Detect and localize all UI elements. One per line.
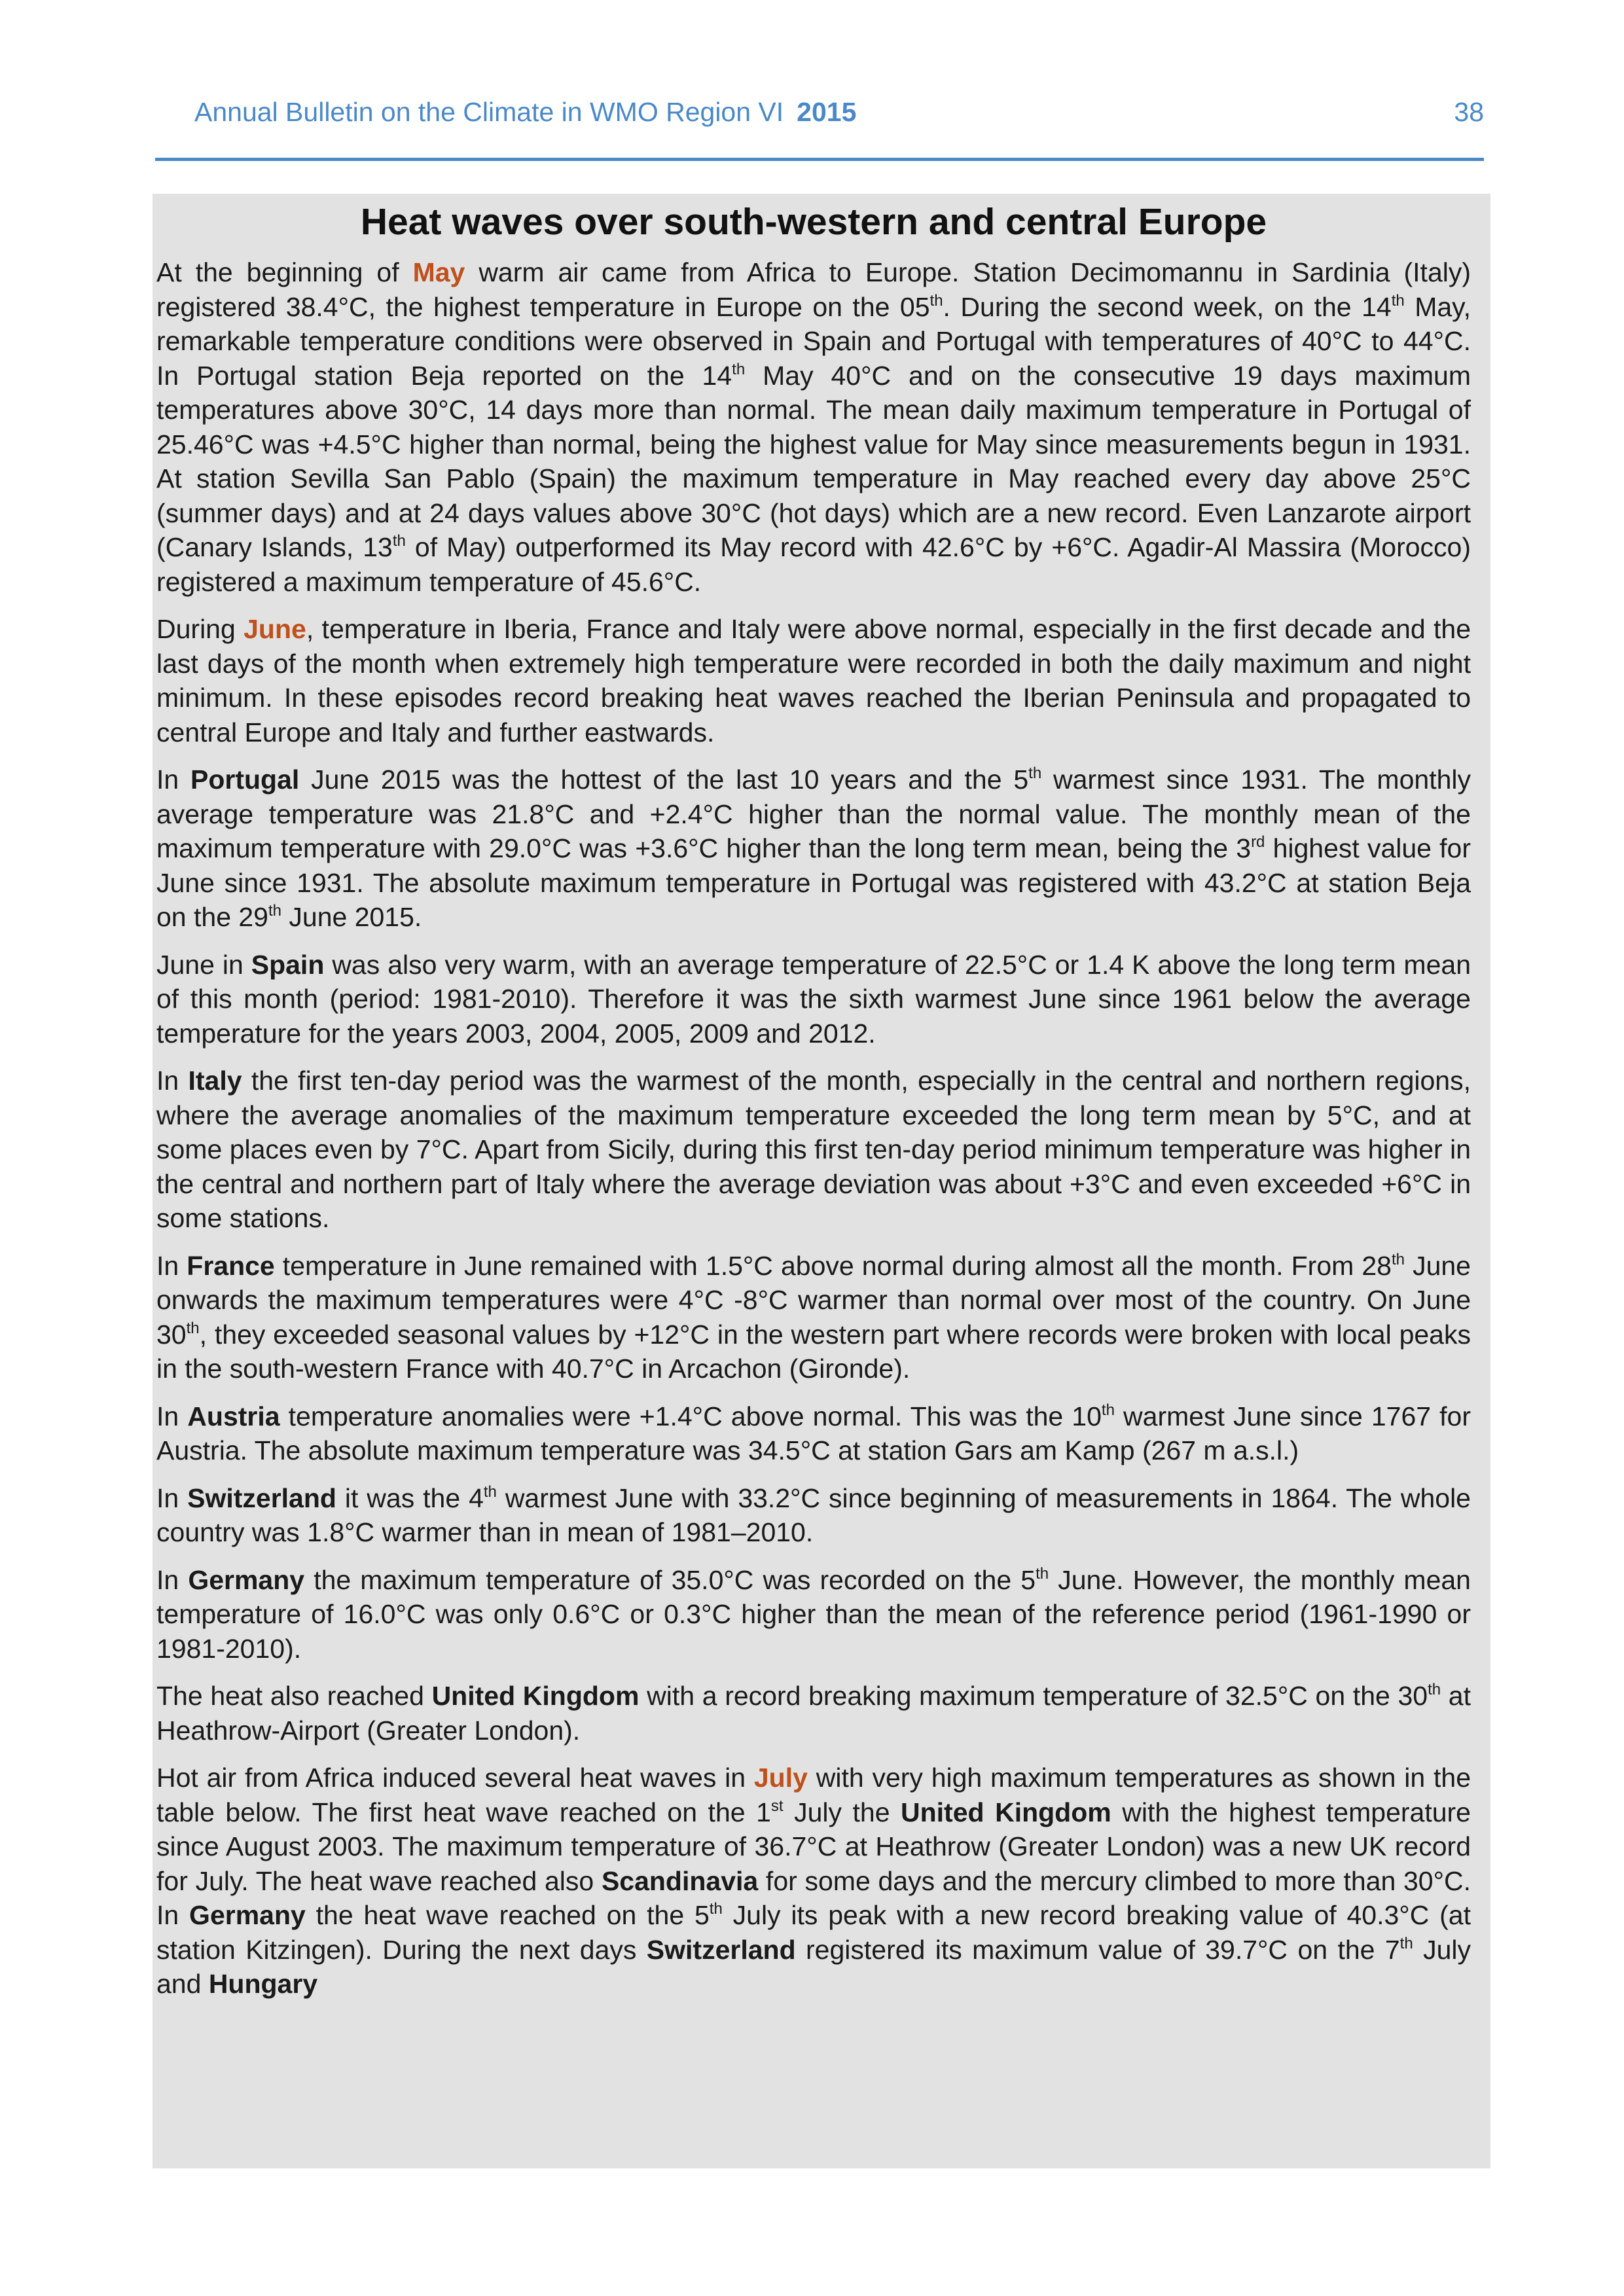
page-number: 38 <box>1454 97 1484 127</box>
region-scandinavia: Scandinavia <box>601 1865 759 1896</box>
bulletin-title: Annual Bulletin on the Climate in WMO Region VI <box>194 97 784 127</box>
month-may: May <box>412 257 465 287</box>
country-uk: United Kingdom <box>431 1681 640 1711</box>
paragraph-germany: In Germany the maximum temperature of 35.0°C was recorded on the 5th June. However, the monthly mean temperature of 16.0°C was only 0.6°C or 0.3°C higher than the mean of the reference period (1961-1990 or 1981-2010). <box>156 1564 1471 1664</box>
country-austria: Austria <box>187 1401 280 1431</box>
country-france: France <box>187 1250 275 1281</box>
paragraph-austria: In Austria temperature anomalies were +1.4°C above normal. This was the 10th warmest June since 1767 for Austria. The absolute maximum temperature was 34.5°C at station Gars am Kamp (267 m a.s.l.) <box>156 1401 1471 1465</box>
country-italy: Italy <box>188 1066 242 1096</box>
month-july: July <box>753 1763 808 1793</box>
paragraph-spain: June in Spain was also very warm, with an average temperature of 22.5°C or 1.4 K above the long term mean of this month (period: 1981-2010). Therefore it was the sixth warmest June since 1961 below the average temperature for the years 2003, 2004, 2005, 2009 and 2012. <box>156 949 1471 1049</box>
country-germany-july: Germany <box>189 1900 306 1930</box>
paragraph-may: At the beginning of May warm air came from Africa to Europe. Station Decimomannu in Sardinia (Italy) registered 38.4°C, the highest temperature in Europe on the 05th. During the second week, on the 14th May, remarkable temperature conditions were observed in Spain and Portugal with temperatures of 40°C to 44°C. In Portugal station Beja reported on the 14th May 40°C and on the consecutive 19 days maximum temperatures above 30°C, 14 days more than normal. The mean daily maximum temperature in Portugal of 25.46°C was +4.5°C higher than normal, being the highest value for May since measurements begun in 1931. At station Sevilla San Pablo (Spain) the maximum temperature in May reached every day above 25°C (summer days) and at 24 days values above 30°C (hot days) which are a new record. Even Lanzarote airport (Canary Islands, 13th of May) outperformed its May record with 42.6°C by +6°C. Agadir-Al Massira (Morocco) registered a maximum temperature of 45.6°C. <box>156 257 1471 597</box>
paragraph-portugal: In Portugal June 2015 was the hottest of the last 10 years and the 5th warmest since 1931. The monthly average temperature was 21.8°C and +2.4°C higher than the normal value. The monthly mean of the maximum temperature with 29.0°C was +3.6°C higher than the long term mean, being the 3rd highest value for June since 1931. The absolute maximum temperature in Portugal was registered with 43.2°C at station Beja on the 29th June 2015. <box>156 764 1471 932</box>
content-box <box>153 194 1490 2168</box>
paragraph-france: In France temperature in June remained with 1.5°C above normal during almost all the month. From 28th June onwards the maximum temperatures were 4°C -8°C warmer than normal over most of the country. On June 30th, they exceeded seasonal values by +12°C in the western part where records were broken with local peaks in the south-western France with 40.7°C in Arcachon (Gironde). <box>156 1250 1471 1384</box>
country-spain: Spain <box>251 949 325 980</box>
country-portugal: Portugal <box>190 764 300 795</box>
paragraph-june: During June, temperature in Iberia, France and Italy were above normal, especially in the first decade and the last days of the month when extremely high temperature were recorded in both the daily maximum and night minimum. In these episodes record breaking heat waves reached the Iberian Peninsula and propagated to central Europe and Italy and further eastwards. <box>156 614 1471 747</box>
header-rule <box>155 158 1484 161</box>
country-germany: Germany <box>188 1564 305 1595</box>
country-switzerland-july: Switzerland <box>646 1934 796 1965</box>
country-uk-july: United Kingdom <box>901 1797 1111 1827</box>
paragraph-july: Hot air from Africa induced several heat waves in July with very high maximum temperatures as shown in the table below. The first heat wave reached on the 1st July the United Kingdom with the highest temperature since August 2003. The maximum temperature of 36.7°C at Heathrow (Greater London) was a new UK record for July. The heat wave reached also Scandinavia for some days and the mercury climbed to more than 30°C. In Germany the heat wave reached on the 5th July its peak with a new record breaking value of 40.3°C (at station Kitzingen). During the next days Switzerland registered its maximum value of 39.7°C on the 7th July and Hungary <box>156 1763 1471 1999</box>
running-title <box>194 97 856 128</box>
section-heading: Heat waves over south-western and central Europe <box>360 201 1267 243</box>
country-hungary: Hungary <box>208 1969 318 1999</box>
country-switzerland: Switzerland <box>187 1482 336 1513</box>
paragraph-uk: The heat also reached United Kingdom with a record breaking maximum temperature of 32.5°C on the 30th at Heathrow-Airport (Greater London). <box>156 1681 1471 1746</box>
month-june: June <box>244 614 306 644</box>
bulletin-year: 2015 <box>797 97 857 127</box>
paragraph-switzerland: In Switzerland it was the 4th warmest June with 33.2°C since beginning of measurements in 1864. The whole country was 1.8°C warmer than in mean of 1981–2010. <box>156 1482 1471 1547</box>
page-header <box>155 92 1484 161</box>
paragraph-italy: In Italy the first ten-day period was the warmest of the month, especially in the central and northern regions, where the average anomalies of the maximum temperature exceeded the long term mean by 5°C, and at some places even by 7°C. Apart from Sicily, during this first ten-day period minimum temperature was higher in the central and northern part of Italy where the average deviation was about +3°C and even exceeded +6°C in some stations. <box>156 1066 1471 1233</box>
